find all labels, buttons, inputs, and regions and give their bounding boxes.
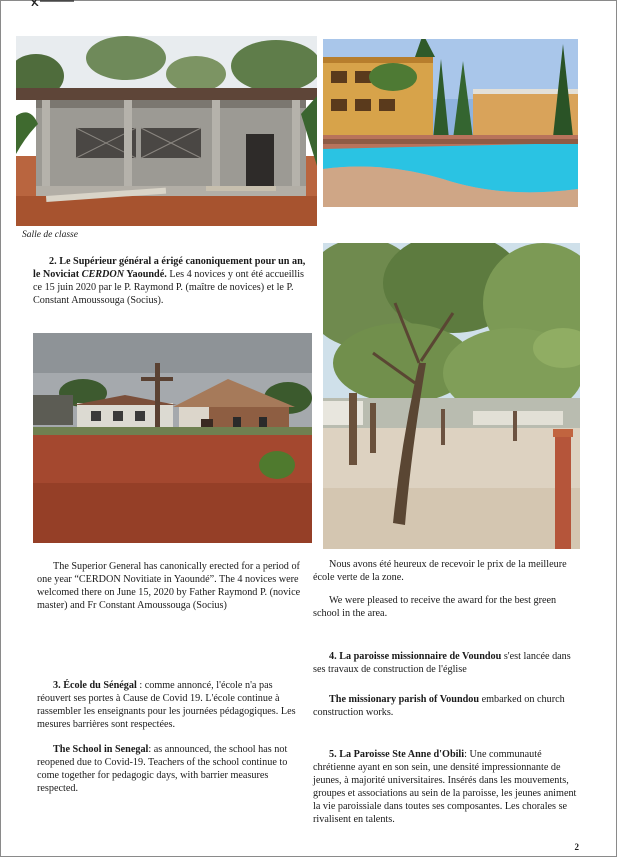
section4-french-paragraph [313, 650, 585, 676]
section2-english-paragraph [37, 560, 309, 612]
church-photo [33, 333, 312, 543]
trees-photo [323, 243, 580, 549]
section2-number: 2. [49, 256, 60, 267]
section2-english-text: The Superior General has canonically erected for a period of one year “CERDON Novitiate in Yaoundé”. The 4 novices were welcomed there on June 15, 2020 by Father Raymond P. (novice master) and Fr Constant Amoussouga (Socius) [37, 561, 301, 611]
award-french-text: Nous avons été heureux de recevoir le prix de la meilleure école verte de la zone. [313, 559, 567, 583]
section4-body: s'est lancée dans ses travaux de construction de l'église [313, 651, 571, 675]
section3-heading: 3. École du Sénégal [53, 680, 137, 691]
section3-english-heading: The School in Senegal [53, 744, 149, 755]
section4-english-paragraph [313, 693, 585, 719]
section3-english-body: : as announced, the school has not reopened due to Covid-19. Teachers of the school continue to come together for pedagogic days, with barrier measures respected. [37, 744, 288, 794]
photo-caption: Salle de classe [22, 230, 78, 240]
section3-body: : comme annoncé, l'école n'a pas réouvert ses portes à Cause de Covid 19. L'école continue à rassembler les enseignants pour les journées pédagogiques. Les mesures barrières sont respectées. [37, 680, 296, 730]
award-english-text: We were pleased to receive the award for the best green school in the area. [313, 595, 557, 619]
section5-french-paragraph [313, 748, 585, 826]
section5-body: : Une communauté chrétienne ayant en son sein, une densité impressionnante de jeunes, à majorité universitaires. Insérés dans les mouvements, groupes et associations au sein de la paroisse, les jeunes animent la vie paroissiale dans toutes ses composantes. Les chorales se rivalisent en talents. [313, 749, 577, 825]
section2-body: Les 4 novices y ont été accueillis ce 15 juin 2020 par le P. Raymond P. (maître de novices) et le P. Constant Amoussouga (Socius). [33, 269, 304, 306]
corner-mark [30, 0, 74, 6]
section3-english-paragraph [37, 743, 309, 795]
award-french-paragraph [313, 558, 585, 584]
award-english-paragraph [313, 594, 585, 620]
section4-heading: 4. La paroisse missionnaire de Voundou [329, 651, 502, 662]
section2-heading-end: Yaoundé. [124, 269, 167, 280]
page-number: 2 [574, 842, 579, 852]
section2-heading: Le Supérieur général a érigé canoniquement pour un an, le Noviciat [33, 256, 306, 280]
section4-english-body: embarked on church construction works. [313, 694, 565, 718]
section3-french-paragraph [37, 679, 309, 731]
section5-heading: 5. La Paroisse Ste Anne d'Obili [329, 749, 465, 760]
cerdon-name: CERDON [81, 269, 125, 280]
pool-photo [323, 39, 578, 207]
classroom-photo [16, 36, 317, 226]
section2-french-paragraph [33, 255, 311, 307]
section4-english-heading: The missionary parish of Voundou [329, 694, 480, 705]
